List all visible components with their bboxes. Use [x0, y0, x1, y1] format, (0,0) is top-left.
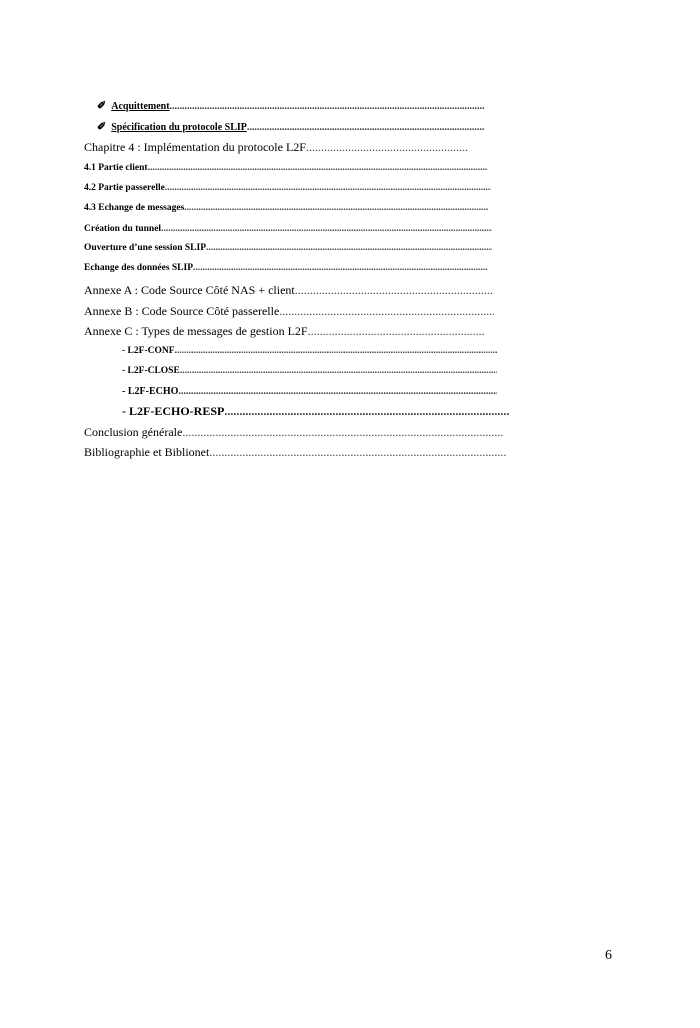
- toc-entry: [122, 386, 497, 398]
- leader-dots: [182, 426, 504, 440]
- toc-entry: [84, 224, 492, 235]
- toc-entry-label: Conclusion générale: [84, 426, 183, 439]
- leader-dots: [184, 203, 488, 214]
- toc-entry: [84, 203, 488, 214]
- toc-entry-label: 4.1 Partie client: [84, 163, 148, 173]
- leader-dots: [279, 305, 494, 319]
- toc-entry: [122, 346, 497, 357]
- page-number: 6: [605, 948, 612, 963]
- leader-dots: [170, 101, 484, 113]
- toc-entry-label: Création du tunnel: [84, 224, 162, 234]
- toc-entry-label: 4.3 Echange de messages: [84, 203, 185, 213]
- toc-entry-label: Ouverture d’une session SLIP: [84, 243, 207, 253]
- leader-dots: [306, 141, 468, 155]
- leader-dots: [224, 405, 510, 419]
- leader-dots: [165, 183, 491, 194]
- leader-dots: [295, 284, 494, 298]
- toc-entry: [97, 121, 484, 134]
- toc-entry: [84, 284, 494, 298]
- toc-entry-label: 4.2 Partie passerelle: [84, 183, 165, 193]
- toc-entry-label: Chapitre 4 : Implémentation du protocole L2F: [84, 141, 306, 154]
- toc-entry: [122, 366, 497, 377]
- leader-dots: [206, 243, 492, 254]
- pencil-bullet-icon: ✐: [97, 121, 107, 133]
- leader-dots: [178, 386, 497, 398]
- toc-entry-label: Annexe B : Code Source Côté passerelle: [84, 305, 280, 318]
- leader-dots: [308, 325, 484, 339]
- toc-entry-label: Annexe A : Code Source Côté NAS + client: [84, 284, 295, 297]
- toc-entry-label: - L2F-CONF: [122, 346, 175, 356]
- leader-dots: [148, 163, 487, 174]
- pencil-bullet-icon: ✐: [97, 100, 107, 112]
- toc-entry: [84, 446, 506, 460]
- leader-dots: [180, 366, 497, 377]
- toc-entry-label: Echange des données SLIP: [84, 263, 194, 273]
- toc-entry: [84, 141, 468, 155]
- toc-entry-label: - L2F-ECHO-RESP: [122, 405, 225, 418]
- toc-entry: [84, 243, 492, 254]
- toc-entry: [84, 183, 491, 194]
- toc-entry-label: - L2F-ECHO: [122, 386, 179, 397]
- toc-entry: [84, 426, 504, 440]
- toc-entry: [84, 163, 487, 174]
- leader-dots: [161, 224, 492, 235]
- toc-entry: [84, 263, 488, 274]
- toc-entry: [122, 405, 510, 419]
- leader-dots: [209, 446, 506, 460]
- toc-entry-label: Annexe C : Types de messages de gestion L2F: [84, 325, 308, 338]
- leader-dots: [175, 346, 497, 357]
- toc-entry-label: - L2F-CLOSE: [122, 366, 180, 376]
- toc-entry-label: Acquittement: [111, 101, 170, 112]
- toc-entry-label: Bibliographie et Biblionet: [84, 446, 210, 459]
- toc-entry: [84, 325, 484, 339]
- toc-entry: [97, 100, 484, 113]
- leader-dots: [193, 263, 488, 274]
- toc-entry: [84, 305, 494, 319]
- toc-entry-label: Spécification du protocole SLIP: [111, 122, 247, 133]
- leader-dots: [247, 122, 484, 134]
